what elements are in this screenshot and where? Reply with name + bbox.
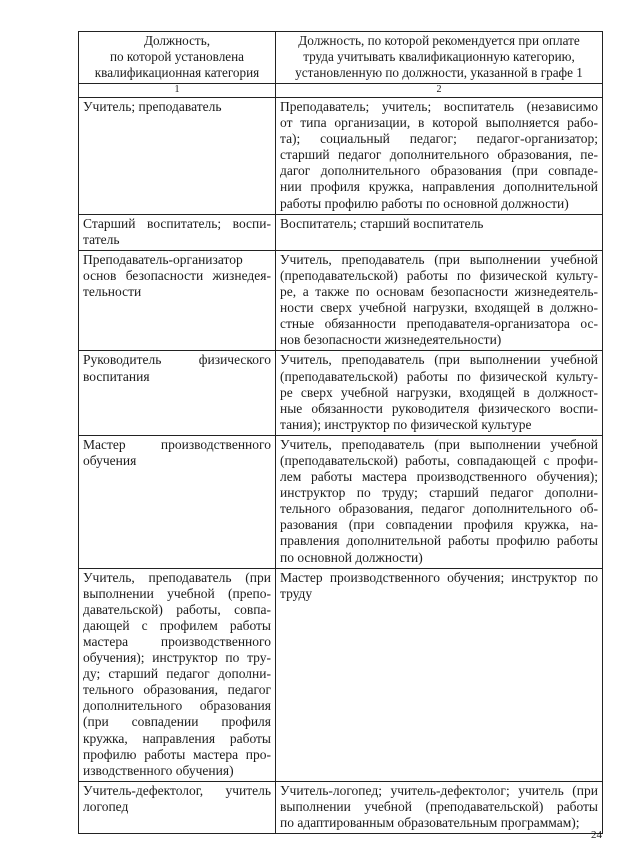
recommended-position-cell — [276, 98, 603, 215]
recommended-position-cell — [276, 435, 603, 568]
header-col2-line: труда учитывать квалификационную категорию, — [303, 49, 575, 64]
cell-text-line: Учитель, преподаватель (при выполнении учебной — [280, 436, 598, 452]
cell-text-line: ности сверх учебной нагрузки, входящей в должно- — [280, 300, 598, 316]
table-row — [79, 250, 603, 351]
cell-text-line: Преподаватель; учитель; воспитатель (независимо — [280, 99, 598, 114]
header-col1-line: квалификационная категория — [94, 65, 260, 80]
cell-text-line: по адаптированным образовательным программам); — [280, 815, 580, 831]
header-col2-line: установленную по должности, указанной в графе 1 — [295, 65, 583, 80]
cell-text-line: выполнении учебной (препо- — [83, 585, 271, 601]
cell-text-line: ре сверх учебной нагрузки, входящей в должност- — [280, 384, 598, 400]
cell-text-line: Учитель, преподаватель (при выполнении учебной — [280, 251, 598, 267]
table-row — [79, 435, 603, 568]
cell-text-line: лем работы мастера производственного обучения); — [280, 469, 598, 485]
recommended-position-cell — [276, 214, 603, 250]
cell-text-line: кружка, направления работы — [83, 730, 271, 746]
position-cell — [79, 250, 276, 351]
cell-text-line: Руководитель физического — [83, 352, 271, 368]
qualification-table — [78, 31, 603, 834]
cell-text-line: труду — [280, 585, 313, 601]
cell-text-line: тания); инструктор по физической культуре — [280, 416, 532, 432]
table-row — [79, 568, 603, 781]
cell-text-line: Учитель-дефектолог, учитель — [83, 782, 271, 798]
cell-text-line: дополнительного образования — [83, 698, 271, 714]
cell-text-line: инструктор по труду; старший педагог дополни- — [280, 485, 598, 501]
cell-text-line: тельного образования, педагог — [83, 682, 271, 698]
position-cell — [79, 351, 276, 435]
cell-text-line: давательской) работы, совпа- — [83, 601, 271, 617]
cell-text-line: татель — [83, 231, 120, 247]
cell-text-line: профилю работы мастера про- — [83, 746, 271, 762]
cell-text-line: Учитель, преподаватель (при выполнении учебной — [280, 352, 598, 368]
cell-text-line: от типа организации, в которой выполняется рабо- — [280, 115, 598, 131]
table-body — [79, 98, 603, 834]
cell-text-line: логопед — [83, 798, 129, 814]
cell-text-line: дающей с профилем работы — [83, 617, 271, 633]
cell-text-line: Преподаватель-организатор — [83, 251, 243, 267]
cell-text-line: работы профилю работы по основной должности) — [280, 195, 569, 211]
column-number-row — [79, 84, 603, 98]
recommended-position-cell — [276, 250, 603, 351]
cell-text-line: разования (при совпадении профиля кружка, на- — [280, 517, 598, 533]
cell-text-line: Учитель, преподаватель (при — [83, 569, 271, 585]
table-row — [79, 781, 603, 833]
cell-text-line: нов безопасности жизнедеятельности) — [280, 332, 502, 348]
cell-text-line: правления дополнительной работы профилю работы — [280, 533, 598, 549]
cell-text-line: дагог дополнительного образования (при совпаде- — [280, 163, 598, 179]
cell-text-line: стные обязанности преподавателя-организатора ос- — [280, 316, 598, 332]
cell-text-line: выполнении учебной (преподавательской) работы — [280, 798, 598, 814]
cell-text-line: Старший воспитатель; воспи- — [83, 215, 271, 231]
cell-text-line: ду; старший педагог дополни- — [83, 666, 271, 682]
cell-text-line: Учитель; преподаватель — [83, 99, 222, 114]
table-row — [79, 98, 603, 215]
recommended-position-cell — [276, 351, 603, 435]
cell-text-line: тельности — [83, 284, 142, 300]
cell-text-line: изводственного обучения) — [83, 762, 234, 778]
position-cell — [79, 98, 276, 215]
recommended-position-cell — [276, 781, 603, 833]
cell-text-line: старший педагог дополнительного образования, пе- — [280, 147, 598, 163]
cell-text-line: нии профиля кружка, направления дополнительной — [280, 179, 598, 195]
cell-text-line: ные обязанности руководителя физического воспи- — [280, 400, 598, 416]
cell-text-line: по основной должности) — [280, 549, 423, 565]
header-col1-line: по которой установлена — [109, 49, 245, 64]
cell-text-line: обучения — [83, 452, 137, 468]
cell-text-line: воспитания — [83, 368, 150, 384]
header-col2-line: Должность, по которой рекомендуется при оплате — [298, 33, 580, 48]
cell-text-line: (преподавательской) работы, совпадающей с профи- — [280, 452, 598, 468]
cell-text-line: та); социальный педагог; педагог-организатор; — [280, 131, 598, 147]
recommended-position-cell — [276, 568, 603, 781]
header-col1-line: Должность, — [143, 33, 210, 48]
cell-text-line: ре, а также по основам безопасности жизнедеятель- — [280, 284, 598, 300]
column-number-2: 2 — [276, 84, 603, 98]
cell-text-line: мастера производственного — [83, 634, 271, 649]
column-number-1: 1 — [79, 84, 276, 98]
position-cell — [79, 568, 276, 781]
position-cell — [79, 435, 276, 568]
cell-text-line: Мастер производственного обучения; инструктор по — [280, 569, 598, 585]
cell-text-line: (преподавательской) работы по физической культу- — [280, 368, 598, 384]
cell-text-line: (при совпадении профиля — [83, 714, 271, 730]
header-col2 — [276, 32, 603, 84]
position-cell — [79, 781, 276, 833]
cell-text-line: основ безопасности жизнедея- — [83, 267, 271, 283]
position-cell — [79, 214, 276, 250]
table-row — [79, 214, 603, 250]
cell-text-line: Воспитатель; старший воспитатель — [280, 215, 484, 231]
cell-text-line: (преподавательской) работы по физической культу- — [280, 267, 598, 283]
cell-text-line: Учитель-логопед; учитель-дефектолог; учитель (при — [280, 782, 598, 798]
cell-text-line: Мастер производственного — [83, 436, 271, 452]
table-header-row — [79, 32, 603, 84]
cell-text-line: тельного образования, педагог дополнительного об- — [280, 501, 598, 517]
cell-text-line: обучения); инструктор по тру- — [83, 650, 271, 666]
table-row — [79, 351, 603, 435]
page-number: 24 — [591, 829, 602, 841]
header-col1 — [79, 32, 276, 84]
